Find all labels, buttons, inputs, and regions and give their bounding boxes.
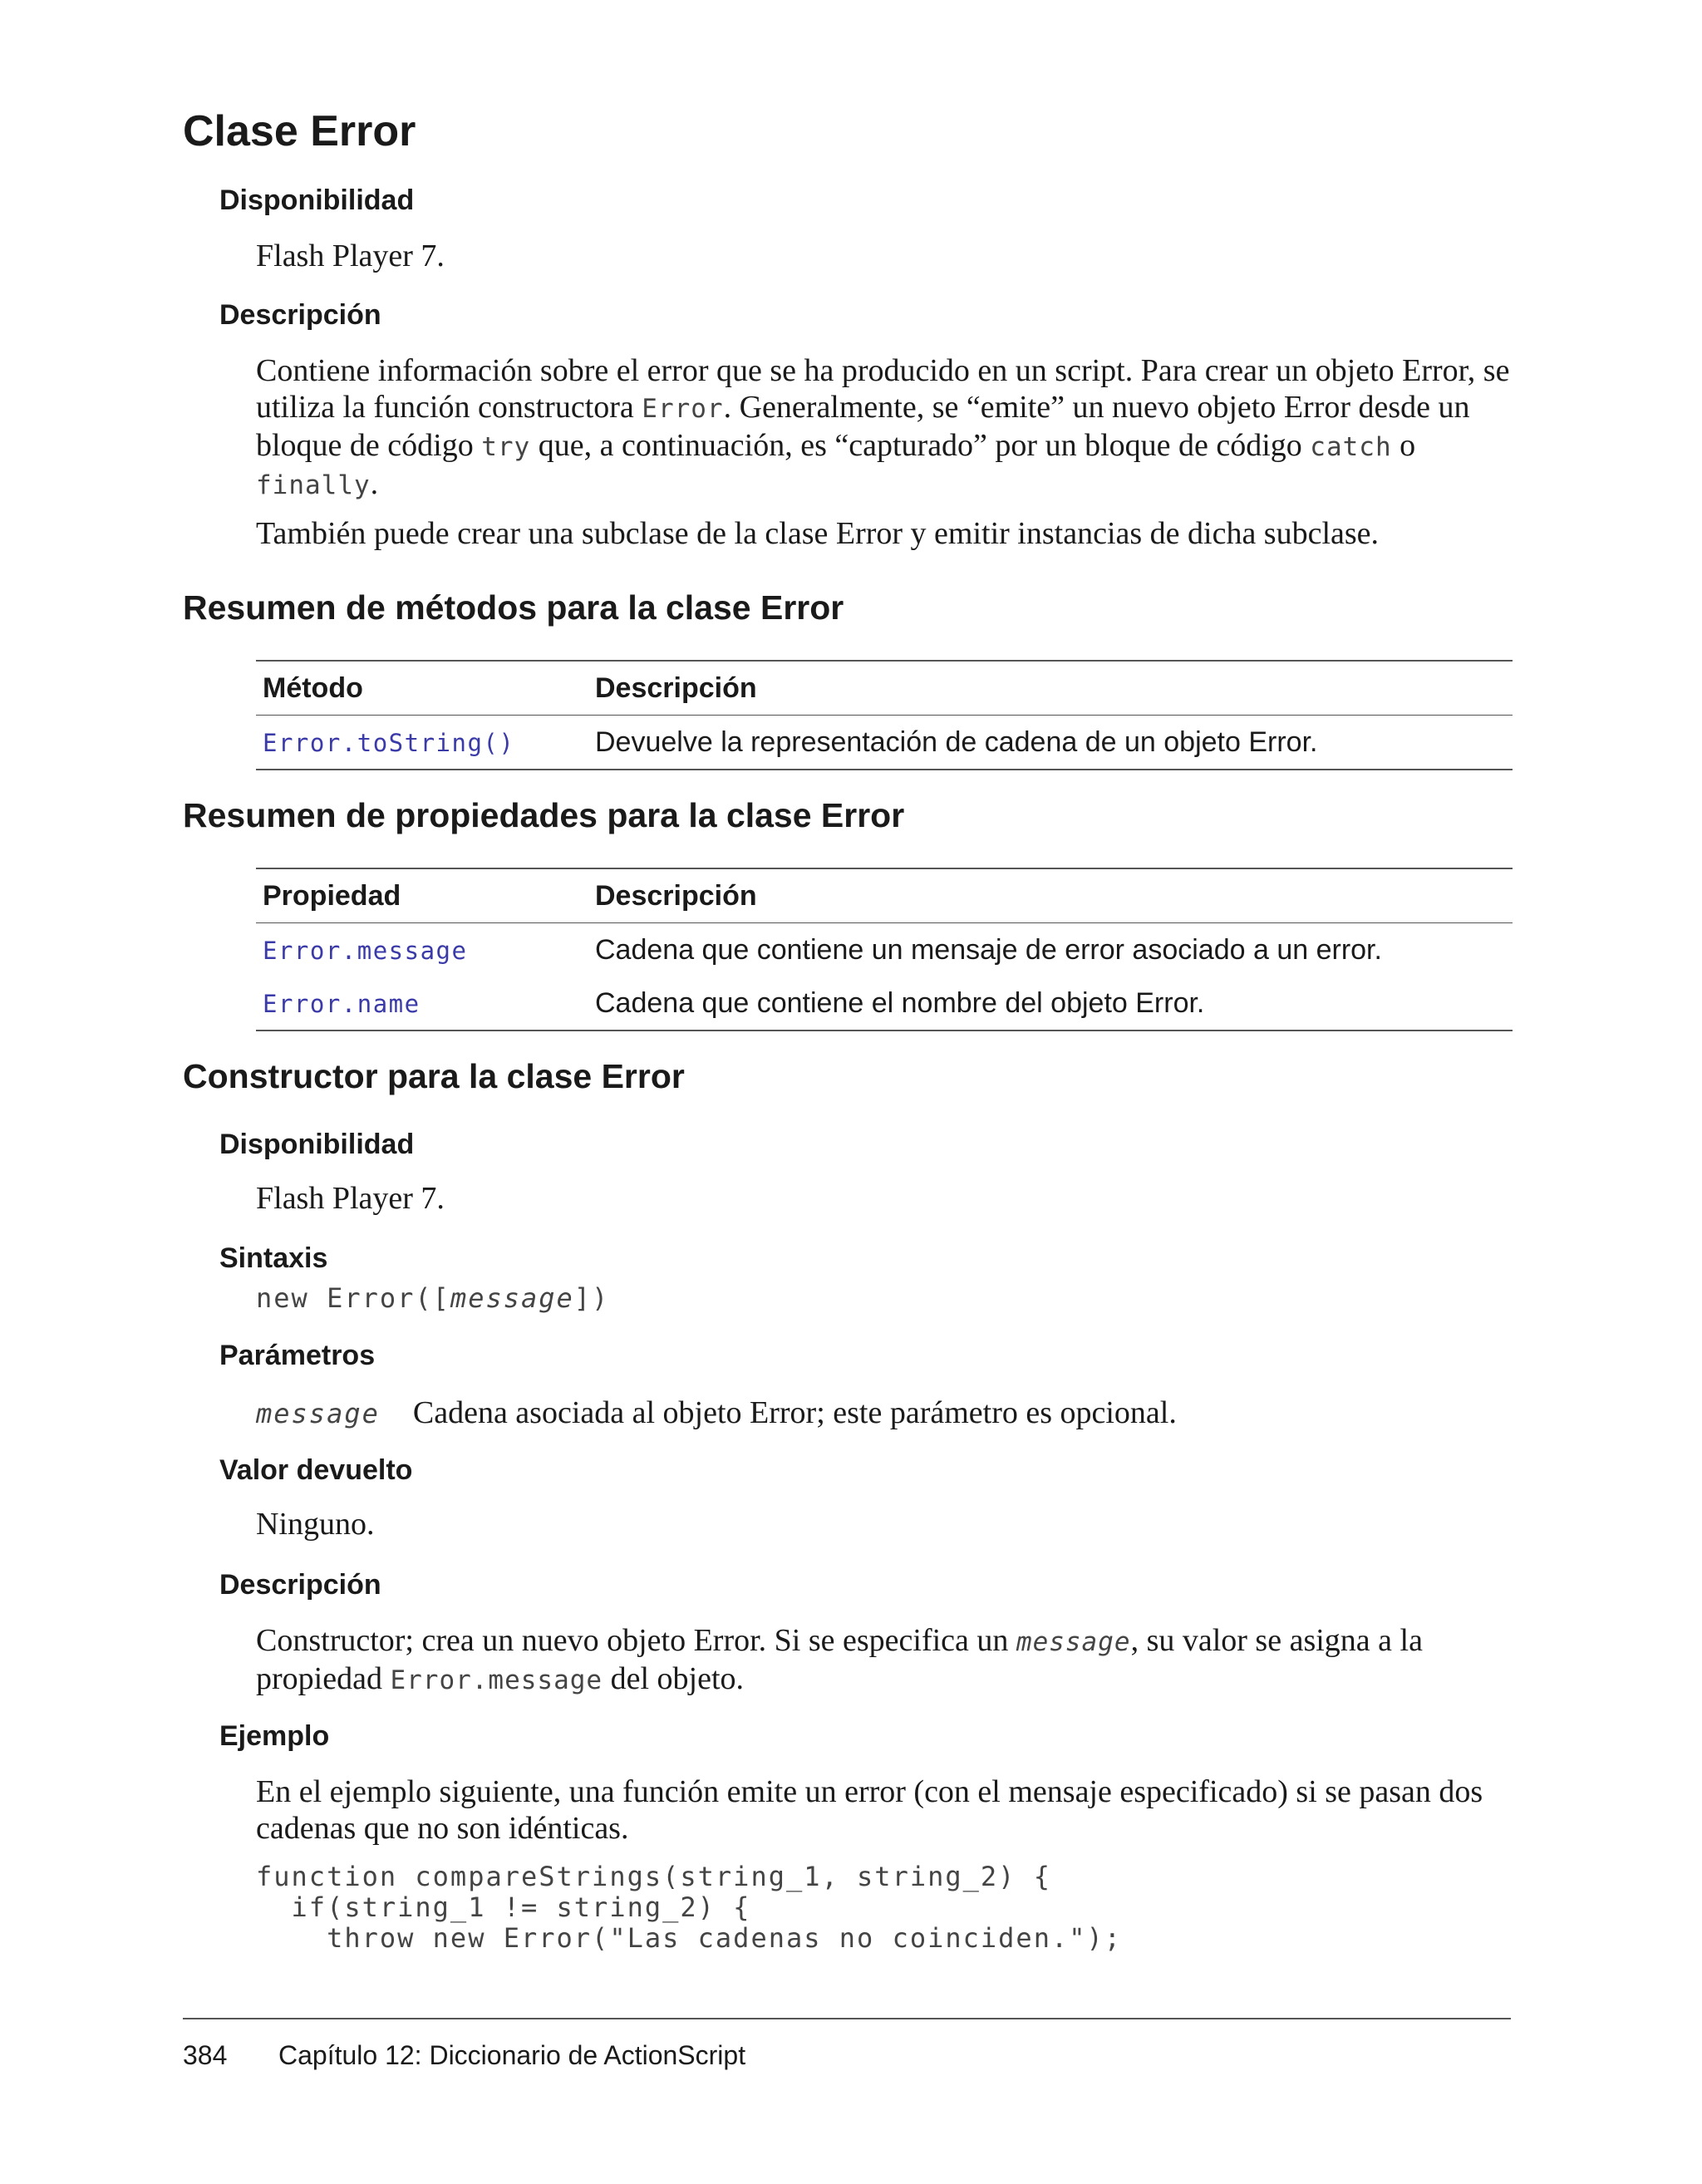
- example-code: [256, 1862, 1122, 1954]
- column-header-property: Propiedad: [263, 879, 401, 912]
- inline-code: catch: [1310, 432, 1392, 462]
- parameter-description: Cadena asociada al objeto Error; este parámetro es opcional.: [412, 1395, 1177, 1430]
- syntax-code: [256, 1283, 609, 1314]
- parameter-name: message: [256, 1398, 380, 1429]
- text-run: del objeto.: [603, 1661, 744, 1696]
- method-link[interactable]: Error.toString(): [263, 728, 515, 757]
- inline-code: try: [481, 432, 531, 462]
- constructor-description-heading: Descripción: [219, 1569, 381, 1601]
- text-run: Contiene información sobre el error que se ha producido en un script. Para crear un objeto Error, se utiliza la función constructora: [256, 353, 1510, 425]
- page-number: 384: [183, 2040, 228, 2070]
- constructor-description-text: [256, 1622, 1519, 1699]
- availability-heading: Disponibilidad: [219, 184, 415, 216]
- inline-code: Error: [642, 394, 724, 424]
- parameter-entry: [256, 1395, 1177, 1431]
- code-param: message: [450, 1282, 574, 1314]
- code-text: ]): [573, 1282, 610, 1314]
- footer-divider: [183, 2018, 1511, 2019]
- table-cell-description: Devuelve la representación de cadena de un objeto Error.: [595, 726, 1318, 758]
- code-text: new Error([: [256, 1282, 450, 1314]
- return-value-heading: Valor devuelto: [219, 1454, 413, 1486]
- description-heading: Descripción: [219, 299, 381, 331]
- table-row: [256, 923, 1513, 977]
- column-header-method: Método: [263, 671, 363, 704]
- text-run: . Generalmente, se “emite” un nuevo objeto Error desde un bloque de código: [256, 390, 1470, 463]
- code-line: if(string_1 != string_2) {: [256, 1891, 751, 1923]
- description-paragraph-2: También puede crear una subclase de la clase Error y emitir instancias de dicha subclase.: [256, 516, 1380, 551]
- footer-chapter: Capítulo 12: Diccionario de ActionScript: [278, 2040, 746, 2070]
- availability-text: Flash Player 7.: [256, 239, 445, 273]
- property-link[interactable]: Error.message: [263, 936, 468, 965]
- constructor-heading: Constructor para la clase Error: [183, 1057, 685, 1095]
- table-row: [256, 716, 1513, 770]
- page-title: Clase Error: [183, 107, 416, 155]
- table-cell-description: Cadena que contiene el nombre del objeto Error.: [595, 986, 1205, 1019]
- return-value-text: Ninguno.: [256, 1507, 375, 1542]
- constructor-availability-text: Flash Player 7.: [256, 1181, 445, 1216]
- inline-code: finally: [256, 470, 371, 500]
- table-header-row: [256, 868, 1513, 923]
- inline-code: message: [1016, 1627, 1131, 1657]
- properties-table: [256, 868, 1513, 1031]
- table-cell-description: Cadena que contiene un mensaje de error asociado a un error.: [595, 933, 1382, 966]
- parameters-heading: Parámetros: [219, 1340, 376, 1371]
- properties-summary-heading: Resumen de propiedades para la clase Error: [183, 796, 905, 834]
- text-run: que, a continuación, es “capturado” por un bloque de código: [530, 428, 1311, 463]
- text-run: Constructor; crea un nuevo objeto Error. Si se especifica un: [256, 1623, 1016, 1658]
- syntax-heading: Sintaxis: [219, 1242, 328, 1274]
- methods-table: [256, 660, 1513, 770]
- table-row: [256, 976, 1513, 1031]
- property-link[interactable]: Error.name: [263, 989, 421, 1018]
- inline-code: Error.message: [390, 1665, 603, 1695]
- description-paragraph-1: [256, 352, 1519, 504]
- column-header-description: Descripción: [595, 879, 757, 912]
- table-header-row: [256, 661, 1513, 716]
- methods-summary-heading: Resumen de métodos para la clase Error: [183, 588, 844, 627]
- text-run: o: [1391, 428, 1416, 463]
- column-header-description: Descripción: [595, 671, 757, 704]
- code-line: throw new Error("Las cadenas no coinciden.");: [256, 1922, 1123, 1954]
- example-text: En el ejemplo siguiente, una función emite un error (con el mensaje especificado) si se pasan dos cadenas que no son idénticas.: [256, 1774, 1483, 1846]
- example-heading: Ejemplo: [219, 1720, 330, 1752]
- code-line: function compareStrings(string_1, string_2) {: [256, 1861, 1051, 1892]
- text-run: , su valor se asigna a la propiedad: [256, 1623, 1423, 1696]
- constructor-availability-heading: Disponibilidad: [219, 1129, 415, 1160]
- text-run: .: [370, 466, 379, 501]
